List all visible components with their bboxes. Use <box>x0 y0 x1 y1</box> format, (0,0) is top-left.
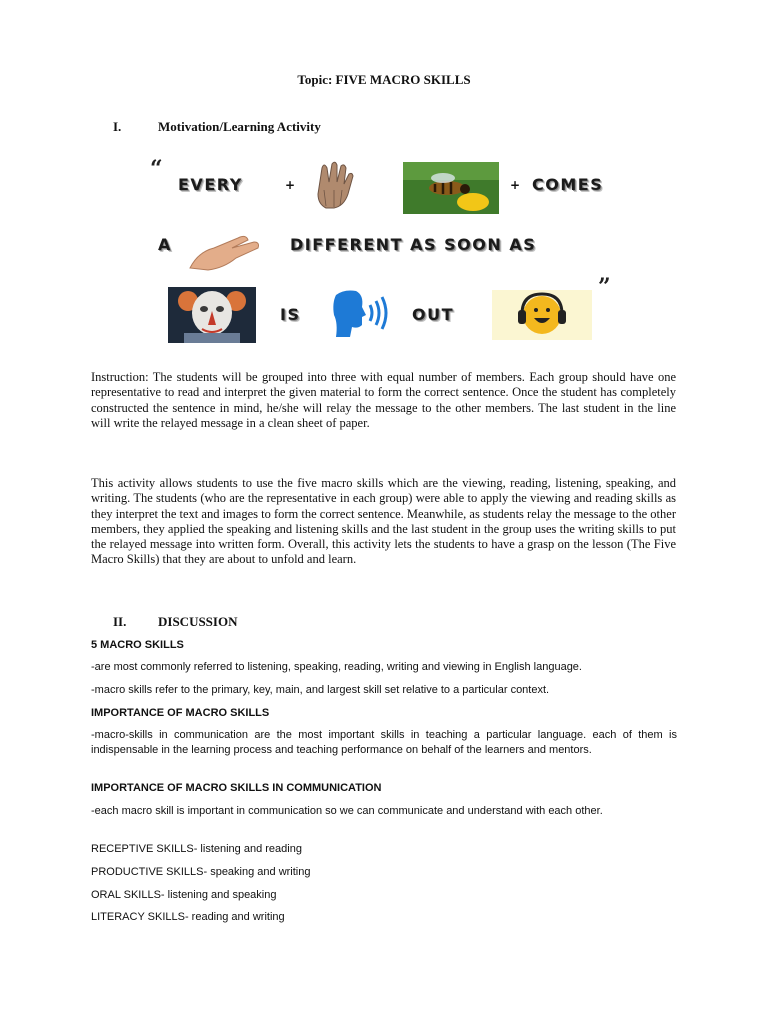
section-number: I. <box>113 119 122 134</box>
oral-skills: ORAL SKILLS- listening and speaking <box>91 889 277 901</box>
heading-importance: IMPORTANCE OF MACRO SKILLS <box>91 707 270 719</box>
section-title: Motivation/Learning Activity <box>158 119 321 134</box>
plus-sign: + <box>285 178 296 192</box>
activity-description: This activity allows students to use the five macro skills which are the viewing, reading, listening, speaking, and writing. The students (who are the representative in each group) were able to apply the viewing and reading skills as they interpret the text and images to form the correct sentence. Meanwhile, as students relay the message to the other members, they applied the speaking and listening skills and the last student in the group uses the writing skills to put the relayed message into written form. Overall, this activity lets the students to have a grasp on the lesson (The Five Macro Skills) that they are about to unfold and learn. <box>91 476 676 567</box>
rebus-word-different-as-soon-as: DIFFERENT AS SOON AS <box>290 235 537 254</box>
rebus-word-comes: COMES <box>532 175 604 194</box>
receptive-skills: RECEPTIVE SKILLS- listening and reading <box>91 843 302 855</box>
heading-importance-communication: IMPORTANCE OF MACRO SKILLS IN COMMUNICATION <box>91 782 382 794</box>
plus-sign: + <box>510 178 521 192</box>
close-quote: ” <box>598 274 611 300</box>
speaking-head-icon <box>330 287 396 341</box>
macro-skills-definition: -are most commonly referred to listening, speaking, reading, writing and viewing in English language. <box>91 661 582 673</box>
rebus-word-out: OUT <box>412 305 455 324</box>
productive-skills: PRODUCTIVE SKILLS- speaking and writing <box>91 866 311 878</box>
importance-paragraph: -macro-skills in communication are the most important skills in teaching a particular language. each of them is indispensable in the learning process and teaching performance on behalf of the learners and mentors. <box>91 729 677 756</box>
heading-5-macro-skills: 5 MACRO SKILLS <box>91 639 184 651</box>
section-number: II. <box>113 614 127 629</box>
pinch-hand-icon <box>188 228 262 272</box>
macro-skills-context: -macro skills refer to the primary, key, main, and largest skill set relative to a particular context. <box>91 684 550 696</box>
clown-icon <box>168 287 256 343</box>
communication-paragraph: -each macro skill is important in communication so we can communicate and understand with each other. <box>91 805 603 817</box>
literacy-skills: LITERACY SKILLS- reading and writing <box>91 911 285 923</box>
hand-icon <box>304 160 362 212</box>
rebus-puzzle <box>148 156 632 350</box>
page-title: Topic: FIVE MACRO SKILLS <box>297 72 471 87</box>
section-title: DISCUSSION <box>158 614 238 629</box>
bee-icon <box>403 162 499 214</box>
headphones-icon <box>492 290 592 340</box>
rebus-word-every: EVERY <box>178 175 243 194</box>
rebus-word-a: A <box>158 235 172 254</box>
open-quote: “ <box>150 156 163 182</box>
instruction-paragraph: Instruction: The students will be grouped into three with equal number of members. Each group should have one representative to read and interpret the given material to form the correct sentence. Once the student has completely constructed the sentence in mind, he/she will relay the message to the other members. The last student in the line will write the relayed message in a clean sheet of paper. <box>91 370 676 430</box>
rebus-word-is: IS <box>280 305 301 324</box>
